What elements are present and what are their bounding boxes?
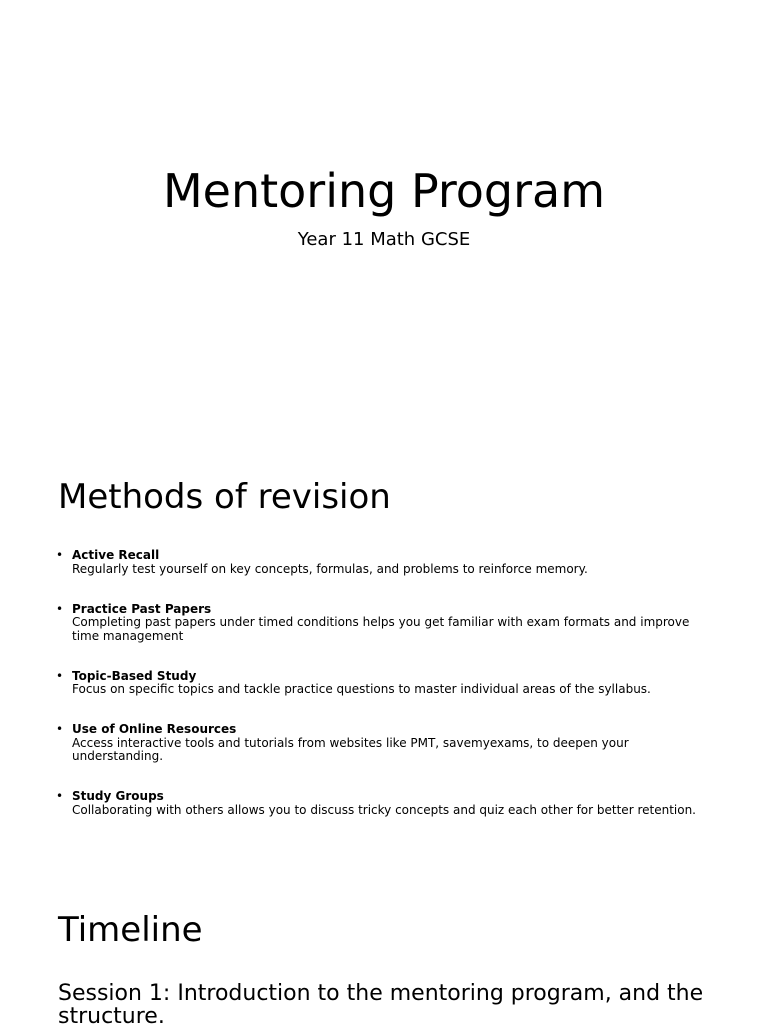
list-item-topic-based-study <box>56 670 716 697</box>
bullet-icon: • <box>56 668 64 683</box>
method-title: Topic-Based Study <box>72 668 197 683</box>
method-description: Regularly test yourself on key concepts, formulas, and problems to reinforce memory. <box>72 561 588 576</box>
methods-list <box>56 549 716 817</box>
document-title: Mentoring Program <box>162 164 606 218</box>
method-title: Study Groups <box>72 789 164 803</box>
method-description: Access interactive tools and tutorials from websites like PMT, savemyexams, to deepen your understanding. <box>72 735 629 763</box>
method-title: Active Recall <box>72 548 160 562</box>
timeline-heading: Timeline <box>58 910 203 950</box>
timeline-session-1: Session 1: Introduction to the mentoring program, and the structure. <box>58 981 704 1029</box>
list-item-study-groups <box>56 790 716 817</box>
method-title: Practice Past Papers <box>72 601 212 616</box>
list-item-active-recall <box>56 549 716 576</box>
list-item-online-resources <box>56 723 716 764</box>
bullet-icon: • <box>56 722 64 736</box>
methods-heading: Methods of revision <box>58 477 391 517</box>
method-description: Focus on specific topics and tackle practice questions to master individual areas of the syllabus. <box>72 682 651 696</box>
bullet-icon: • <box>56 789 64 803</box>
method-title: Use of Online Resources <box>72 722 237 736</box>
document-subtitle: Year 11 Math GCSE <box>297 229 471 250</box>
bullet-icon: • <box>56 601 64 616</box>
list-item-practice-past-papers <box>56 603 716 644</box>
method-description: Completing past papers under timed conditions helps you get familiar with exam formats and improve time management <box>72 615 690 643</box>
method-description: Collaborating with others allows you to discuss tricky concepts and quiz each other for better retention. <box>72 802 696 817</box>
bullet-icon: • <box>56 548 64 562</box>
